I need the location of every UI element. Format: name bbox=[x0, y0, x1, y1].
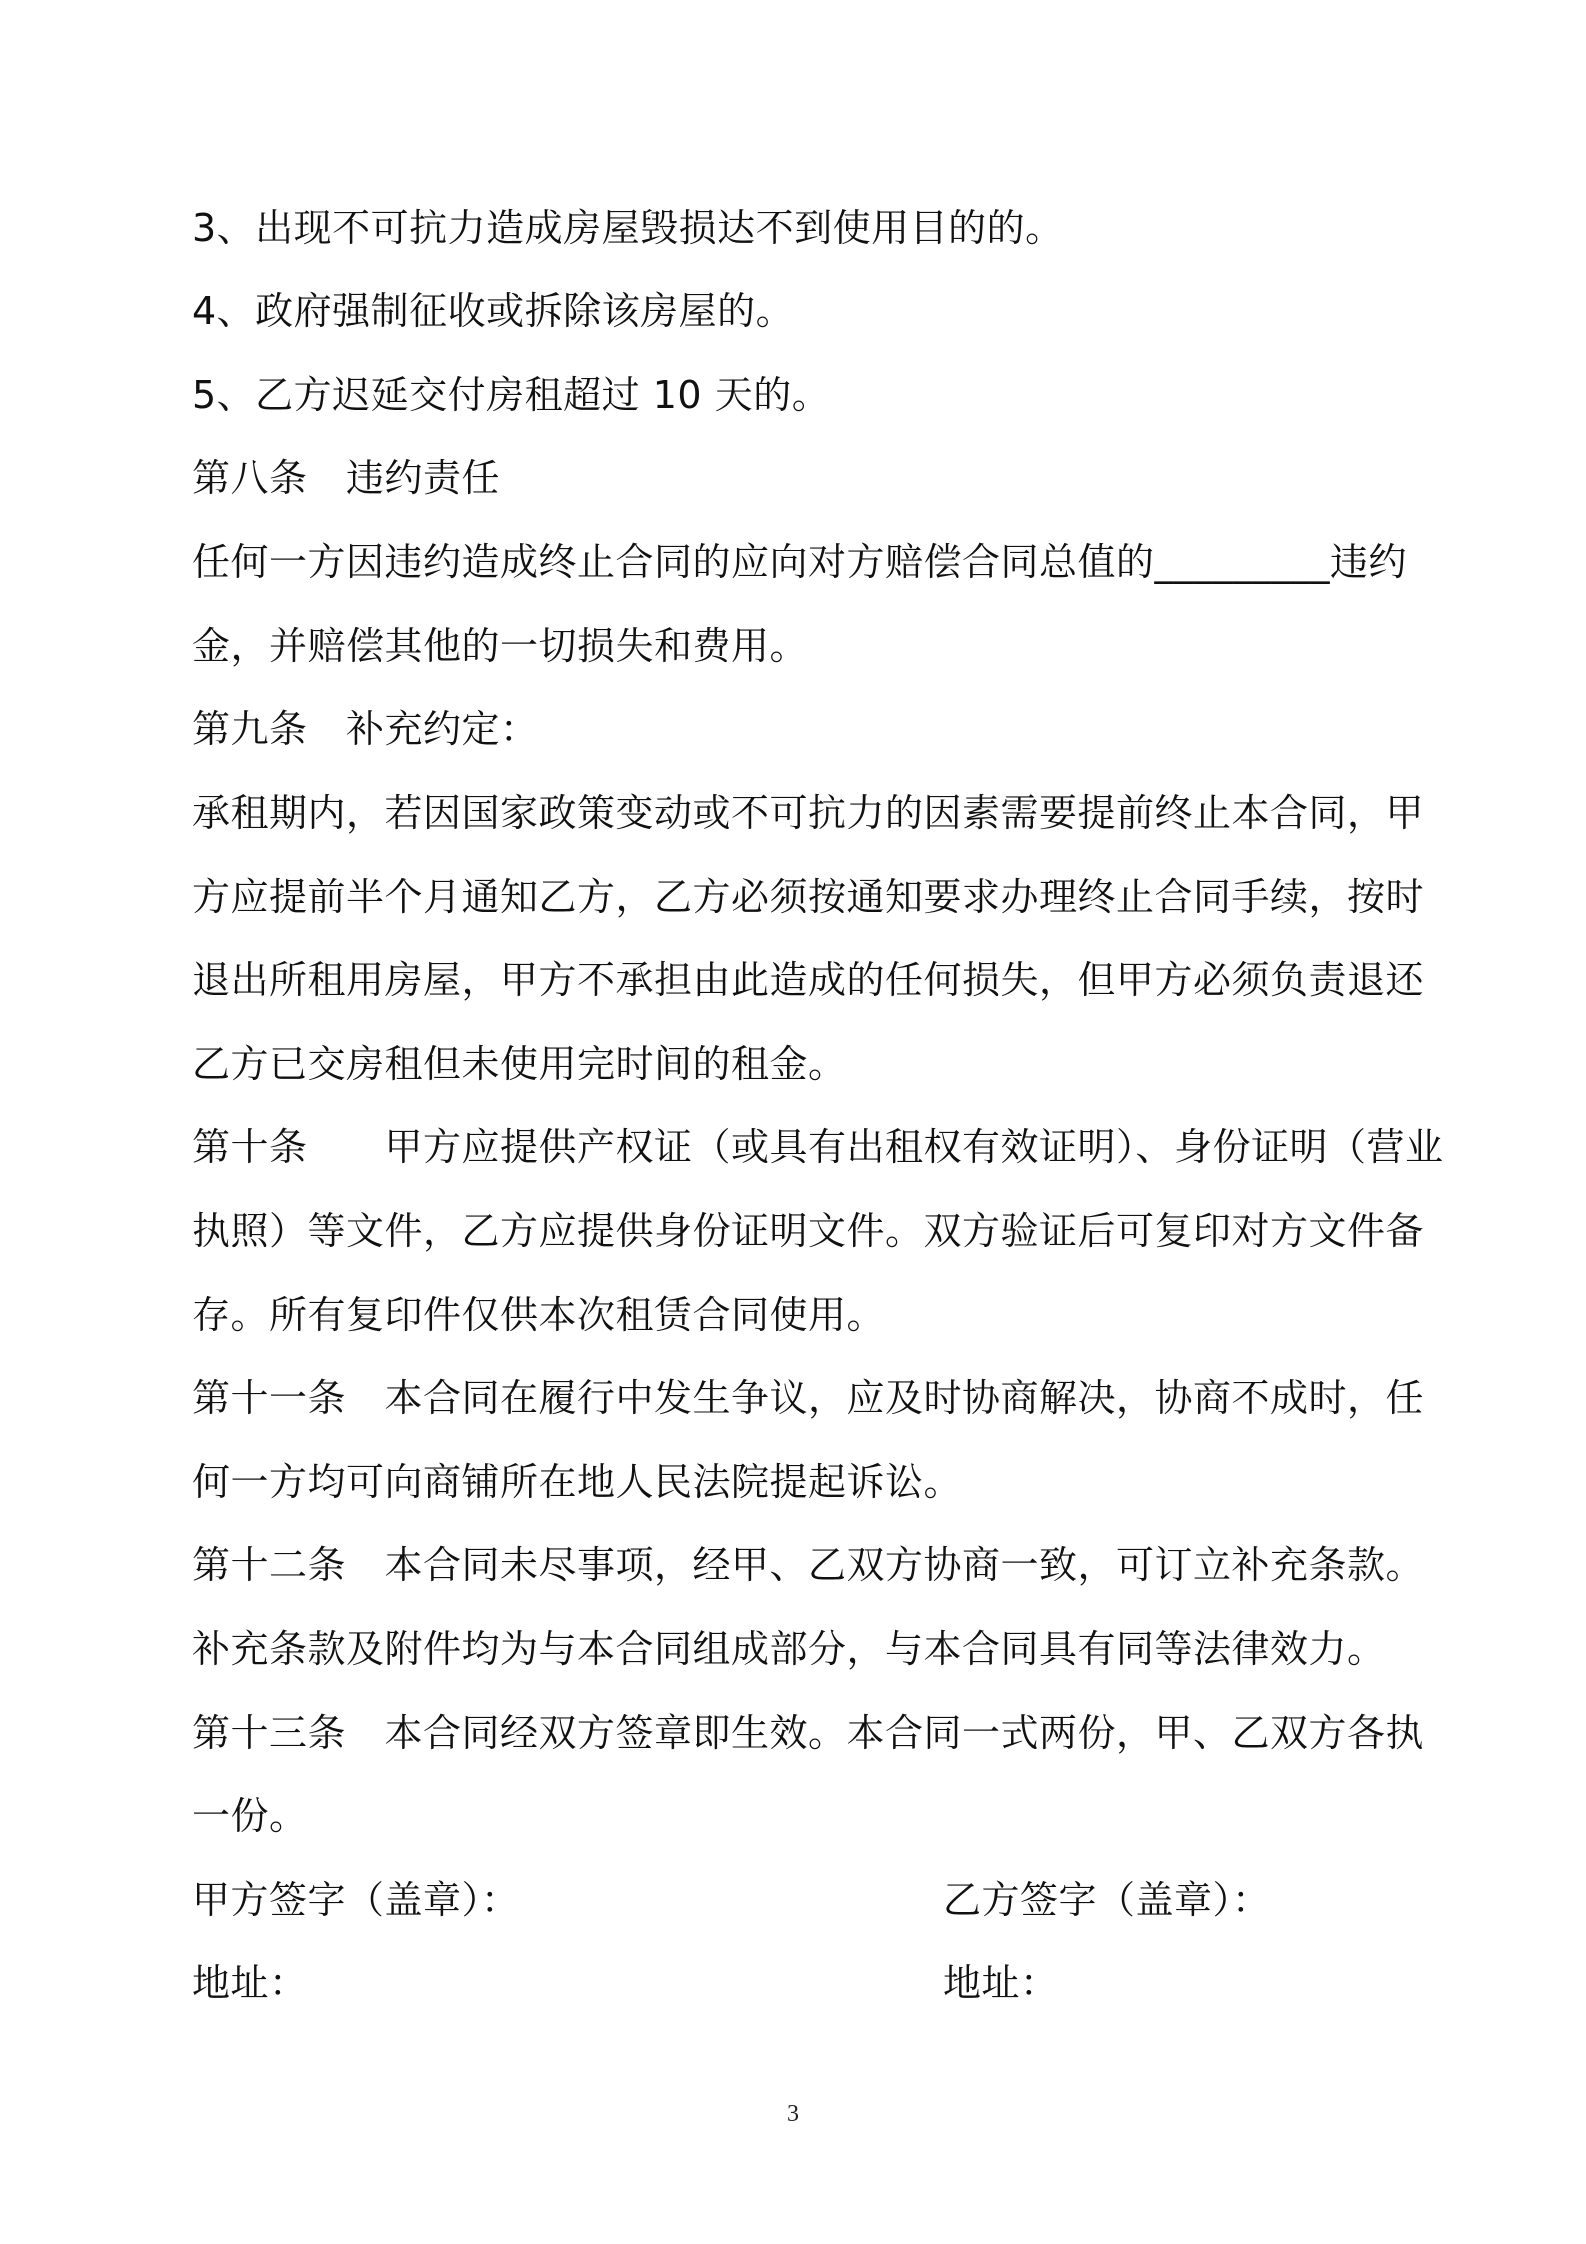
clause-9-text-line-2: 方应提前半个月通知乙方，乙方必须按通知要求办理终止合同手续，按时 bbox=[192, 875, 1425, 919]
clause-9-text-line-1: 承租期内，若因国家政策变动或不可抗力的因素需要提前终止本合同，甲 bbox=[192, 791, 1425, 835]
clause-9-text-line-4: 乙方已交房租但未使用完时间的租金。 bbox=[192, 1042, 847, 1086]
clause-7-item-3: 3、出现不可抗力造成房屋毁损达不到使用目的的。 bbox=[192, 206, 1064, 250]
clause-13-text-line-1: 第十三条 本合同经双方签章即生效。本合同一式两份，甲、乙双方各执 bbox=[192, 1711, 1425, 1755]
party-a-signature-label: 甲方签字（盖章）： bbox=[192, 1878, 520, 1922]
page-number: 3 bbox=[787, 2101, 799, 2127]
clause-9-text-line-3: 退出所租用房屋，甲方不承担由此造成的任何损失，但甲方必须负责退还 bbox=[192, 958, 1425, 1002]
clause-10-text-line-2: 执照）等文件，乙方应提供身份证明文件。双方验证后可复印对方文件备 bbox=[192, 1209, 1425, 1253]
clause-11-text-line-2: 何一方均可向商铺所在地人民法院提起诉讼。 bbox=[192, 1460, 963, 1504]
clause-13-text-line-2: 一份。 bbox=[192, 1794, 308, 1838]
clause-12-text-line-2: 补充条款及附件均为与本合同组成部分，与本合同具有同等法律效力。 bbox=[192, 1627, 1386, 1671]
clause-8-text-line-2: 金，并赔偿其他的一切损失和费用。 bbox=[192, 624, 809, 668]
party-b-signature-label: 乙方签字（盖章）： bbox=[943, 1878, 1271, 1922]
party-a-address-label: 地址： bbox=[192, 1961, 308, 2005]
clause-9-heading: 第九条 补充约定： bbox=[192, 707, 539, 751]
party-b-address-label: 地址： bbox=[943, 1961, 1059, 2005]
clause-12-text-line-1: 第十二条 本合同未尽事项，经甲、乙双方协商一致，可订立补充条款。 bbox=[192, 1543, 1425, 1587]
clause-10-text-line-3: 存。所有复印件仅供本次租赁合同使用。 bbox=[192, 1293, 886, 1337]
clause-11-text-line-1: 第十一条 本合同在履行中发生争议，应及时协商解决，协商不成时，任 bbox=[192, 1376, 1425, 1420]
clause-7-item-5: 5、乙方迟延交付房租超过 10 天的。 bbox=[192, 373, 831, 417]
clause-8-text-line-1: 任何一方因违约造成终止合同的应向对方赔偿合同总值的_________违约 bbox=[192, 540, 1408, 584]
clause-7-item-4: 4、政府强制征收或拆除该房屋的。 bbox=[192, 289, 795, 333]
clause-10-text-line-1: 第十条 甲方应提供产权证（或具有出租权有效证明）、身份证明（营业 bbox=[192, 1125, 1444, 1169]
clause-8-heading: 第八条 违约责任 bbox=[192, 456, 501, 500]
